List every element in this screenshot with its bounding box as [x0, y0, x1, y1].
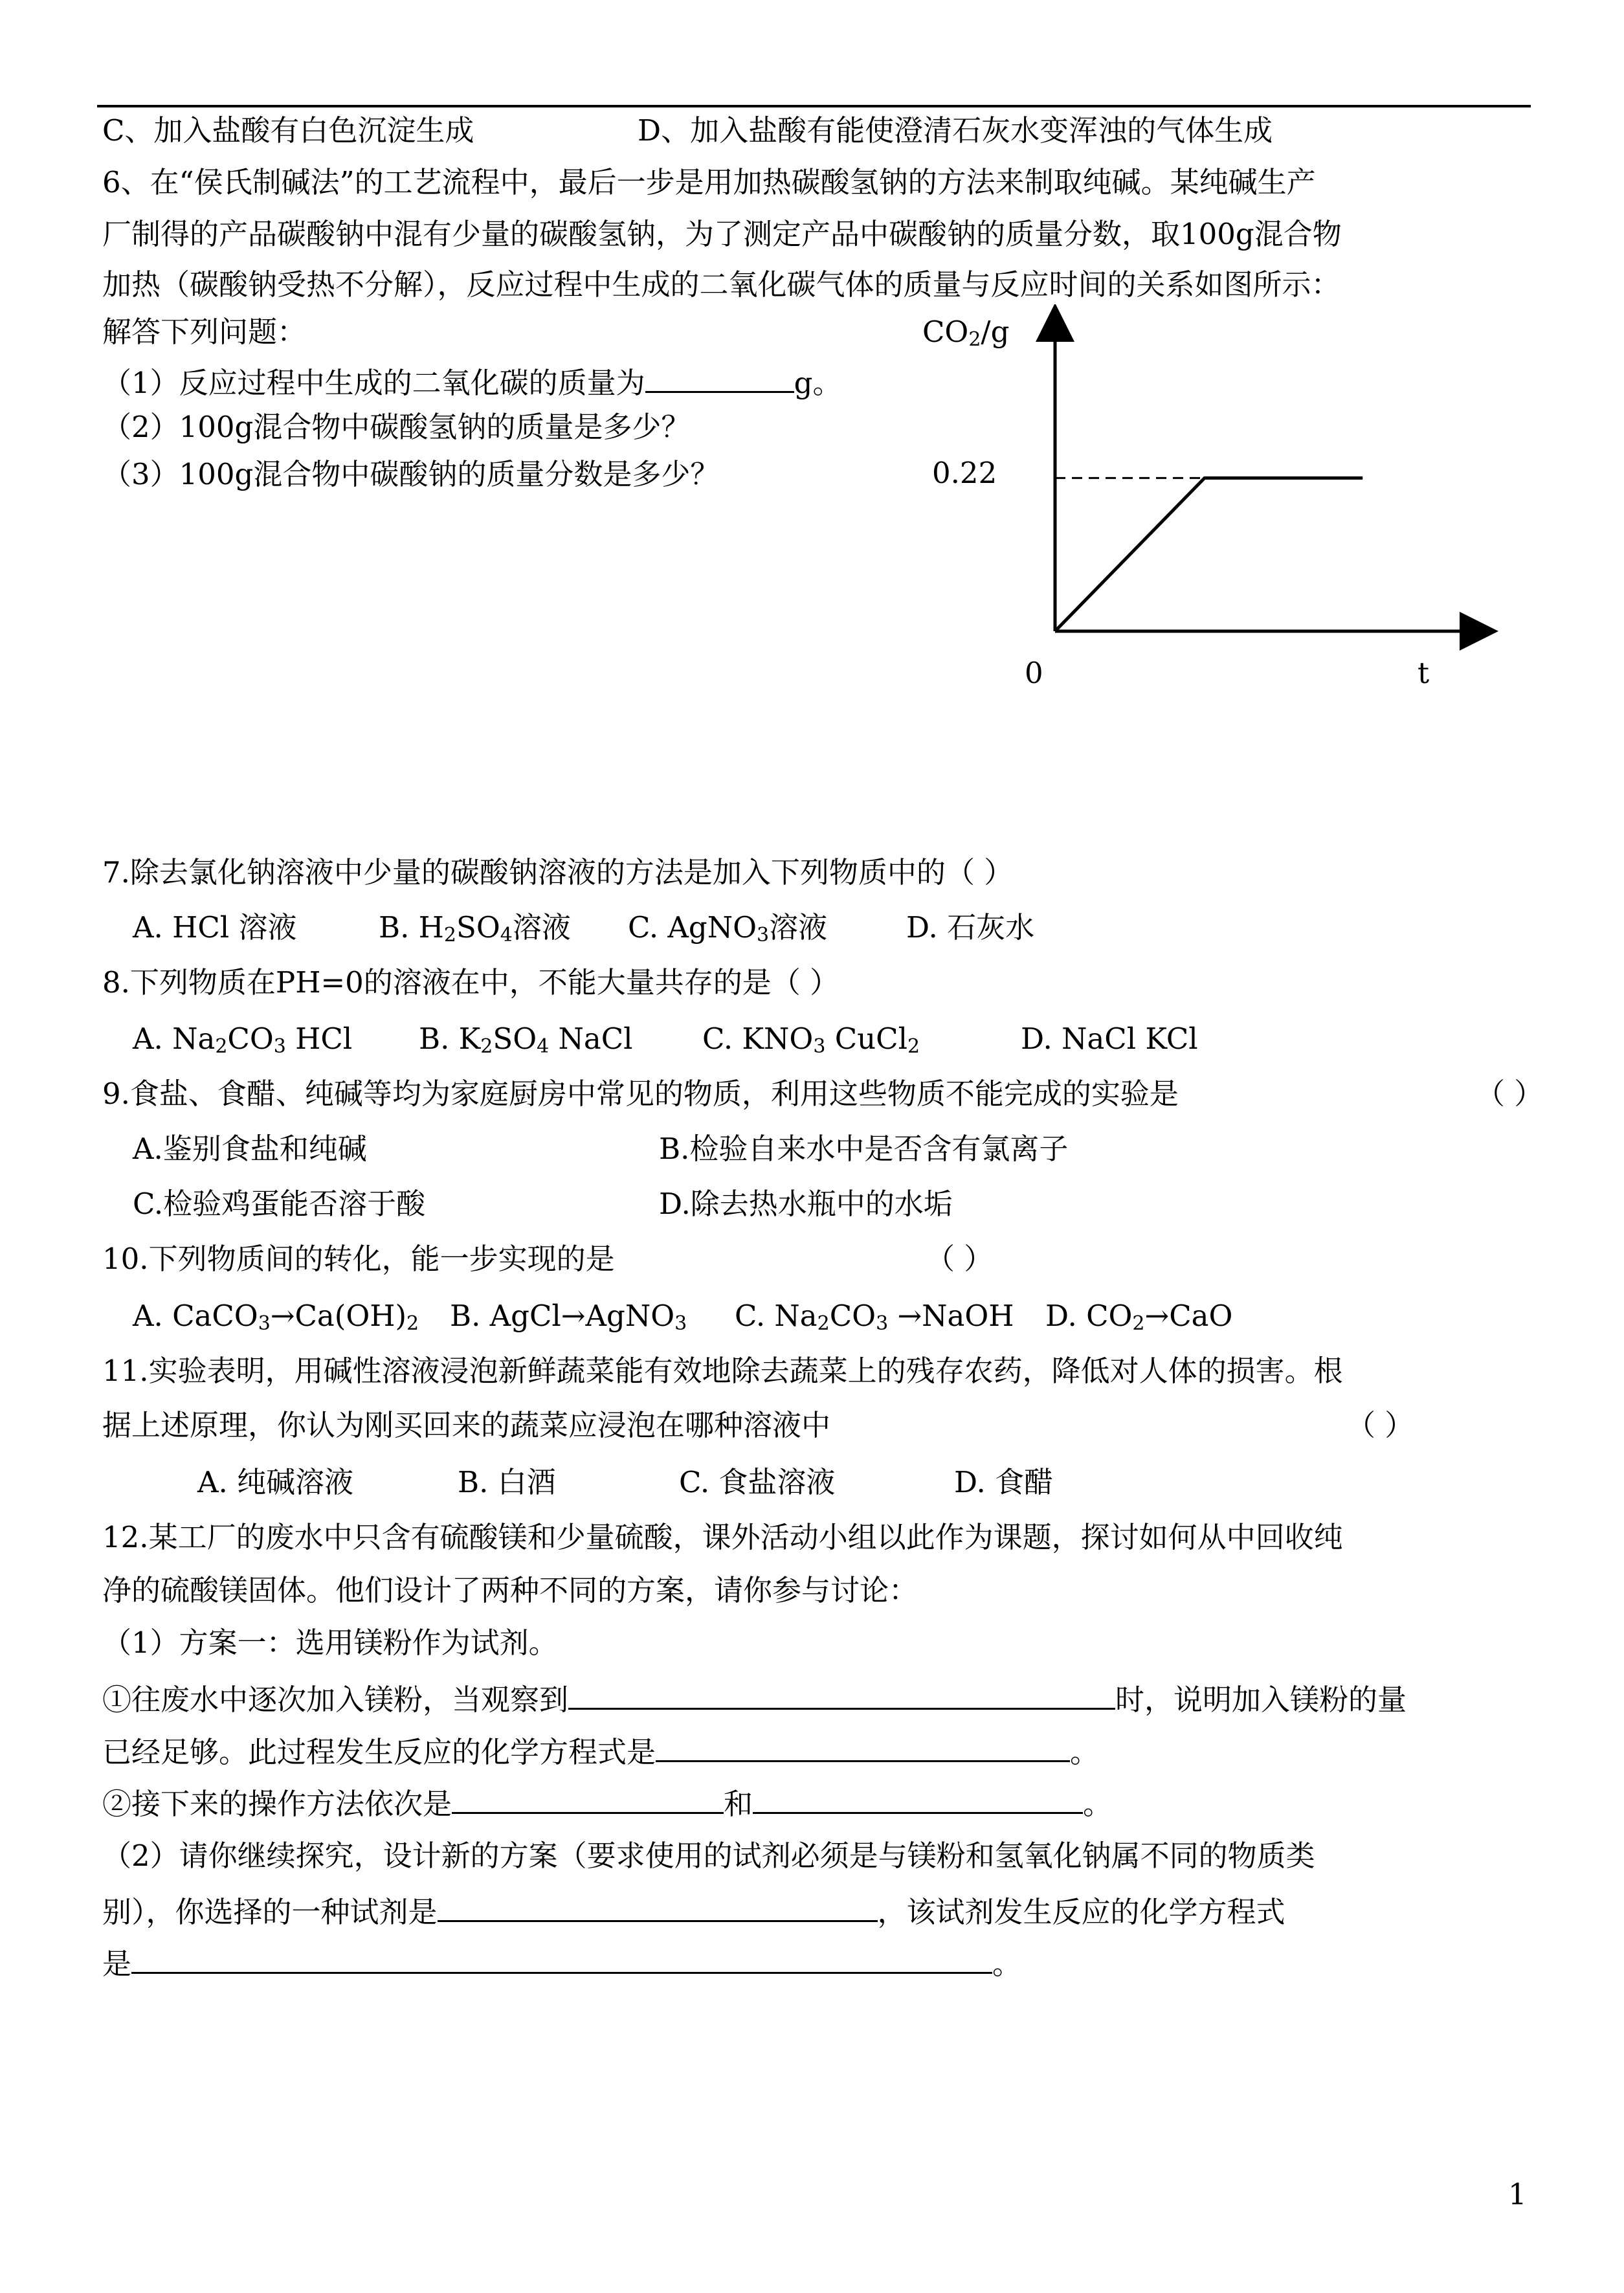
q6-sub1-blank[interactable] [645, 361, 794, 393]
q5-option-c: C、加入盐酸有白色沉淀生成 [102, 113, 474, 148]
q6-sub1-unit: g。 [794, 366, 842, 400]
q7-option-d: D. 石灰水 [906, 910, 1035, 945]
co2-time-chart [906, 304, 1502, 706]
q7-option-c: C. AgNO$_3$溶液 [628, 910, 828, 946]
q6-line1: 6、在“侯氏制碱法”的工艺流程中，最后一步是用加热碳酸氢钠的方法来制取纯碱。某纯碱生产 [102, 165, 1316, 199]
q12-line4: ①往废水中逐次加入镁粉，当观察到 时，说明加入镁粉的量 [102, 1678, 1407, 1719]
q11-option-c: C. 食盐溶液 [679, 1465, 836, 1499]
q9-stem: 9.食盐、食醋、纯碱等均为家庭厨房中常见的物质，利用这些物质不能完成的实验是 [102, 1077, 1179, 1111]
q8-stem: 8.下列物质在PH=0的溶液在中，不能大量共存的是（ ） [102, 965, 840, 1000]
q12-line1: 12.某工厂的废水中只含有硫酸镁和少量硫酸，课外活动小组以此作为课题，探讨如何从中回收纯 [102, 1520, 1343, 1554]
q5-option-d: D、加入盐酸有能使澄清石灰水变浑浊的气体生成 [638, 113, 1273, 148]
q12-line5: 已经足够。此过程发生反应的化学方程式是 。 [102, 1730, 1099, 1772]
q6-sub1 [102, 361, 841, 403]
q10-option-a: A. $CaCO_3\to Ca(OH)_2$ [133, 1299, 419, 1335]
q8-option-b: B. $K_2SO_4$ NaCl [419, 1022, 633, 1058]
q8-options [133, 1020, 1198, 1058]
q11-answer-paren: （ ） [1346, 1408, 1414, 1442]
q11-option-a: A. 纯碱溶液 [197, 1465, 354, 1499]
q9-option-b: B.检验自来水中是否含有氯离子 [659, 1132, 1069, 1166]
x-axis-label: t [1418, 656, 1430, 690]
q7-option-a: A. HCl 溶液 [133, 910, 297, 945]
q12-reagent-blank[interactable] [438, 1890, 878, 1922]
q11-line1: 11.实验表明，用碱性溶液浸泡新鲜蔬菜能有效地除去蔬菜上的残存农药，降低对人体的损害。根 [102, 1354, 1343, 1388]
q9-option-a: A.鉴别食盐和纯碱 [133, 1132, 367, 1166]
origin-label: 0 [1025, 656, 1043, 690]
q11-line2: 据上述原理，你认为刚买回来的蔬菜应浸泡在哪种溶液中 [102, 1408, 831, 1442]
q9-option-c: C.检验鸡蛋能否溶于酸 [133, 1187, 426, 1221]
q12-reagent-equation-blank[interactable] [131, 1942, 992, 1974]
q9-option-d: D.除去热水瓶中的水垢 [659, 1187, 953, 1221]
q12-line3: （1）方案一：选用镁粉作为试剂。 [102, 1626, 558, 1660]
q12-line7: （2）请你继续探究，设计新的方案（要求使用的试剂必须是与镁粉和氢氧化钠属不同的物质类 [102, 1839, 1315, 1873]
q10-option-b: B. AgCl→AgNO$_3$ [450, 1299, 687, 1335]
series-line [1055, 478, 1363, 631]
q10-stem: 10.下列物质间的转化，能一步实现的是 [102, 1242, 615, 1276]
q7-options [133, 908, 1034, 947]
q12-equation-blank[interactable] [656, 1730, 1070, 1762]
q5-option-d-line [638, 111, 1273, 150]
q6-sub3: （3）100g混合物中碳酸钠的质量分数是多少？ [102, 457, 720, 491]
y-axis-label: $CO_2/g$ [922, 315, 1010, 351]
q10-options [133, 1297, 1232, 1336]
top-rule [97, 105, 1531, 107]
q7-option-b: B. $H_2SO_4$溶液 [379, 910, 571, 946]
q11-option-b: B. 白酒 [458, 1465, 556, 1499]
q12-line8: 别），你选择的一种试剂是 ，该试剂发生反应的化学方程式 [102, 1890, 1285, 1932]
q9-answer-paren: （ ） [1476, 1077, 1544, 1111]
q6-sub2: （2）100g混合物中碳酸氢钠的质量是多少？ [102, 410, 691, 444]
q7-stem: 7.除去氯化钠溶液中少量的碳酸钠溶液的方法是加入下列物质中的（ ） [102, 855, 1014, 889]
q6-line2: 厂制得的产品碳酸钠中混有少量的碳酸氢钠，为了测定产品中碳酸钠的质量分数，取100g混合物 [102, 217, 1342, 251]
q12-observation-blank[interactable] [568, 1678, 1115, 1710]
q6-line3: 加热（碳酸钠受热不分解），反应过程中生成的二氧化碳气体的质量与反应时间的关系如图所示： [102, 267, 1340, 302]
q6-sub1-text: （1）反应过程中生成的二氧化碳的质量为 [102, 366, 645, 400]
q12-line2: 净的硫酸镁固体。他们设计了两种不同的方案，请你参与讨论： [102, 1573, 918, 1607]
q8-option-c: C. $KNO_3$ CuCl$_2$ [702, 1022, 920, 1058]
page-number: 1 [1508, 2177, 1527, 2211]
q11-option-d: D. 食醋 [954, 1465, 1054, 1499]
y-tick-label: 0.22 [932, 456, 997, 491]
q10-option-c: C. $Na_2CO_3$ →NaOH [735, 1299, 1014, 1335]
q8-option-a: A. $Na_2CO_3$ HCl [133, 1022, 353, 1058]
q10-option-d: D. $CO_2\to CaO$ [1045, 1299, 1233, 1335]
q5-options [102, 111, 474, 150]
q10-answer-paren: （ ） [926, 1242, 994, 1276]
q12-line9: 是 。 [102, 1942, 1021, 1984]
q12-line6: ②接下来的操作方法依次是 和 。 [102, 1782, 1112, 1824]
q8-option-d: D. NaCl KCl [1021, 1022, 1198, 1056]
q11-options [197, 1463, 1053, 1502]
q6-line4: 解答下列问题： [102, 315, 307, 349]
q12-operation1-blank[interactable] [452, 1782, 724, 1814]
q12-operation2-blank[interactable] [753, 1782, 1083, 1814]
